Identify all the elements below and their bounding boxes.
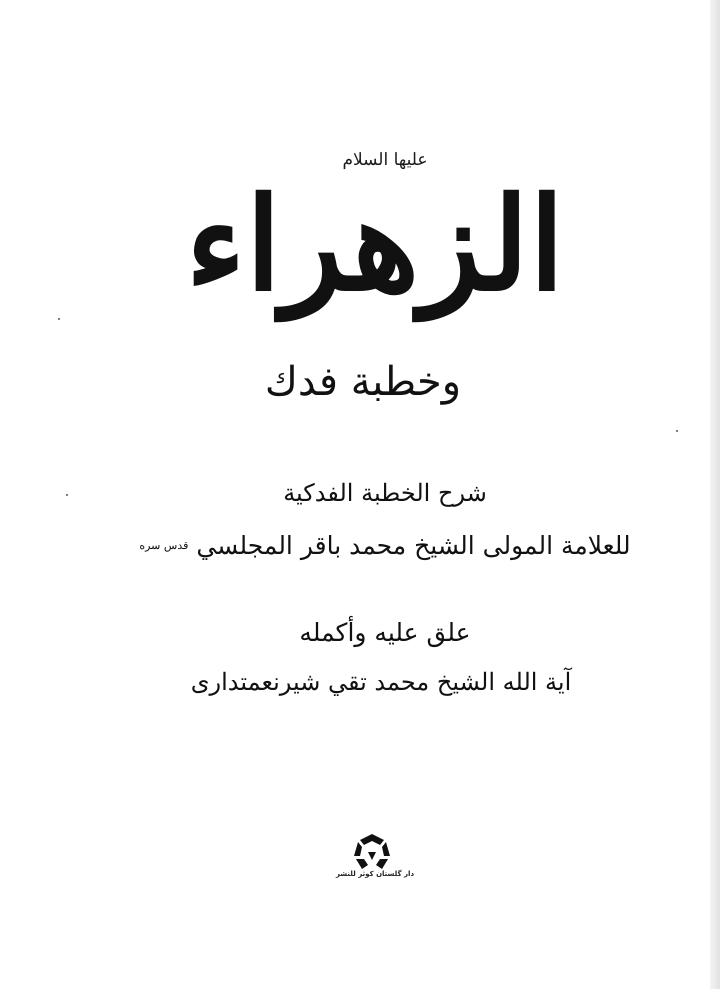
paper-speck: [676, 430, 678, 432]
paper-speck: [58, 318, 60, 320]
honorific-mark: قدس سره: [139, 539, 189, 552]
editor-line: آية الله الشيخ محمد تقي شيرنعمتدارى: [190, 668, 572, 696]
page-edge-shadow: [710, 0, 720, 989]
author-name: للعلامة المولى الشيخ محمد باقر المجلسي: [196, 531, 631, 560]
author-line: [30, 526, 720, 566]
paper-speck: [66, 494, 68, 496]
description-line-1: شرح الخطبة الفدكية: [283, 479, 487, 507]
book-subtitle: وخطبة فدك: [264, 359, 462, 405]
book-title: الزهراء: [185, 170, 565, 320]
description-line-3: علق عليه وأكمله: [299, 618, 471, 647]
publisher-name: دار گلستان كوثر للنشر: [335, 870, 415, 878]
honorific-text: عليها السلام: [342, 150, 428, 170]
publisher-logo-icon: [350, 832, 400, 892]
